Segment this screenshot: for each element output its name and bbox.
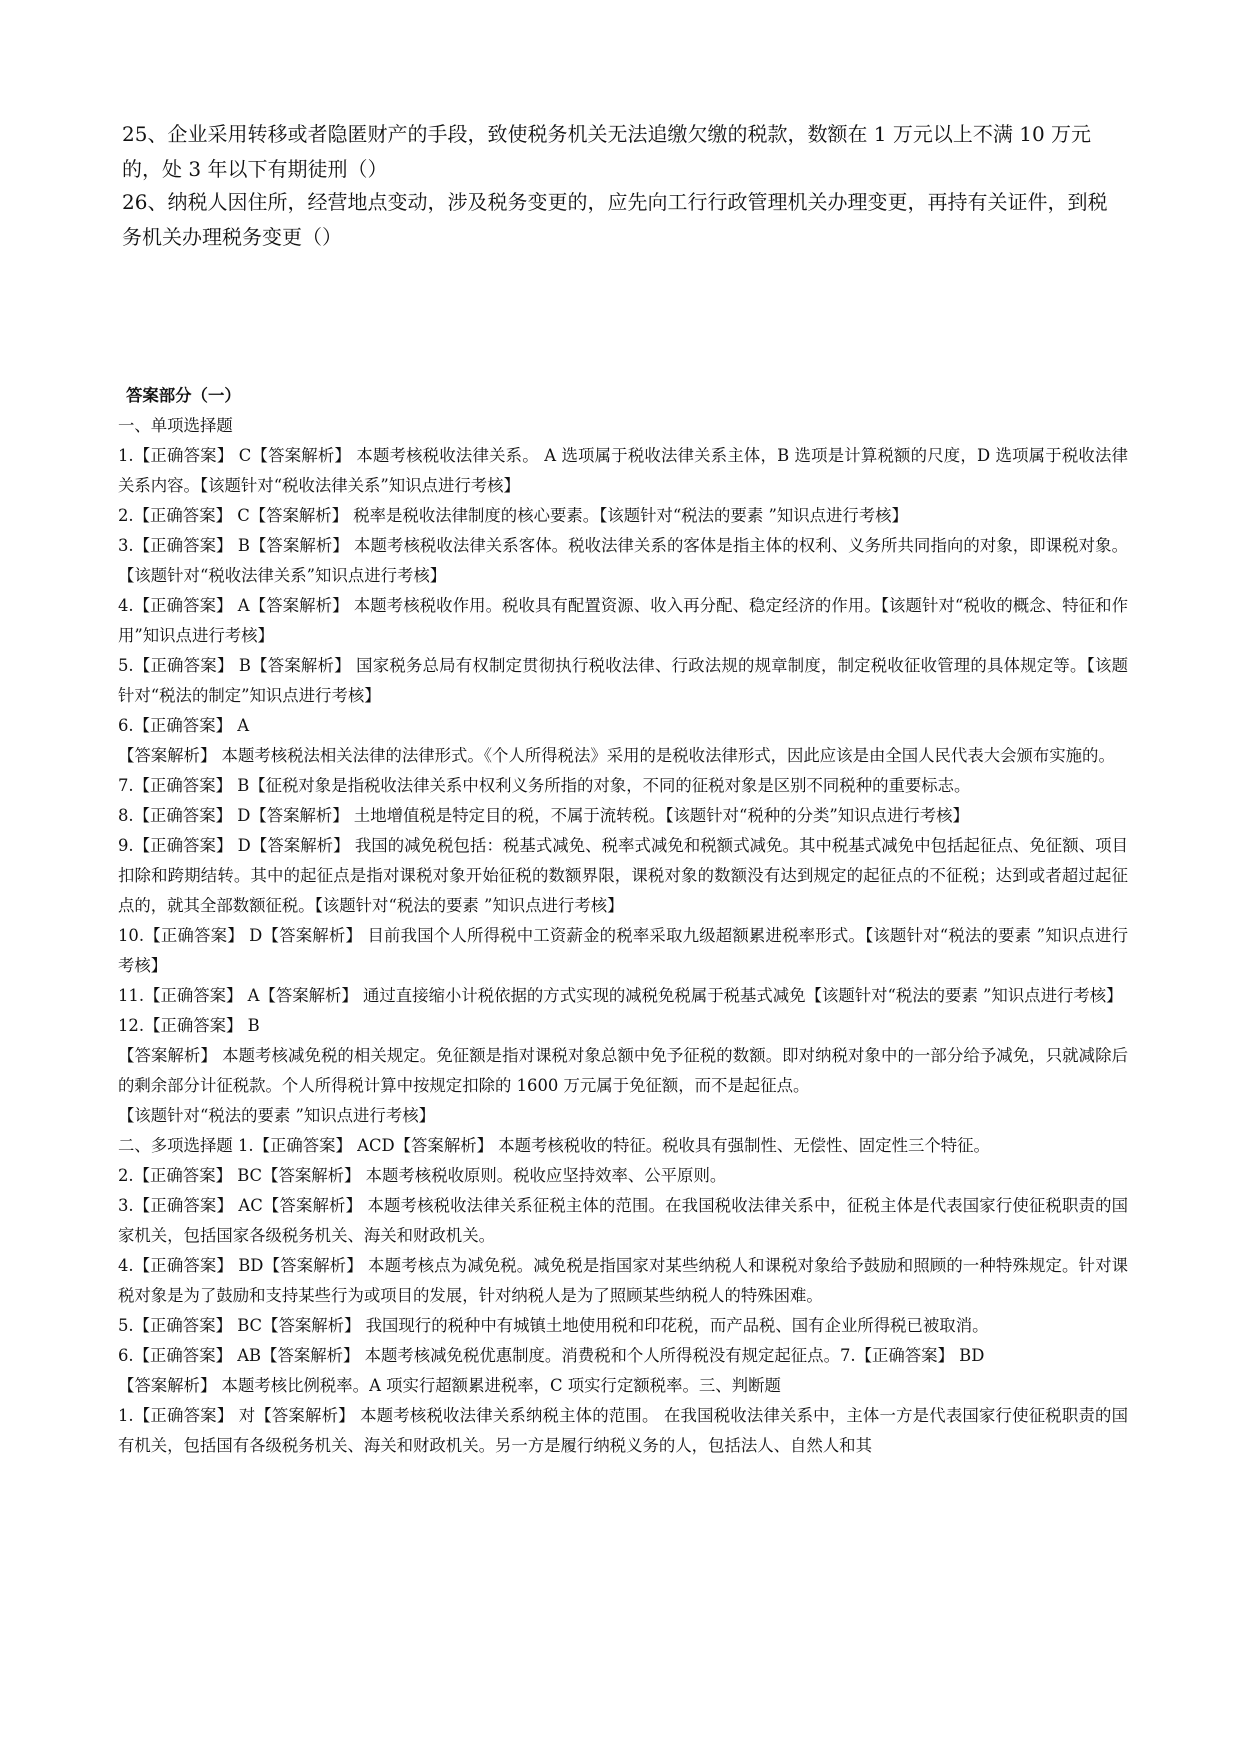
answer-item: 【该题针对“税法的要素 ”知识点进行考核】 [118, 1106, 435, 1125]
answer-item: 10.【正确答案】 D【答案解析】 目前我国个人所得税中工资薪金的税率采取九级超额累进税率形式。【该题针对“税法的要素 ”知识点进行考核】 [118, 926, 1128, 975]
answer-item: 12.【正确答案】 B [118, 1016, 260, 1035]
answer-item: 5.【正确答案】 BC【答案解析】 我国现行的税种中有城镇土地使用税和印花税，而产品税、国有企业所得税已被取消。 [118, 1316, 989, 1335]
answer-item: 【答案解析】 本题考核减免税的相关规定。免征额是指对课税对象总额中免予征税的数额。即对纳税对象中的一部分给予减免，只就减除后的剩余部分计征税款。个人所得税计算中按规定扣除的 1600 万元属于免征额，而不是起征点。 [118, 1046, 1128, 1095]
question-26: 26、纳税人因住所，经营地点变动，涉及税务变更的，应先向工行行政管理机关办理变更，再持有关证件，到税务机关办理税务变更（） [122, 190, 1108, 249]
answer-item: 2.【正确答案】 BC【答案解析】 本题考核税收原则。税收应坚持效率、公平原则。 [118, 1166, 727, 1185]
answer-item: 3.【正确答案】 B【答案解析】 本题考核税收法律关系客体。税收法律关系的客体是指主体的权利、义务所共同指向的对象，即课税对象。【该题针对“税收法律关系”知识点进行考核】 [118, 536, 1128, 585]
answer-item: 6.【正确答案】 A [118, 716, 250, 735]
answer-item: 【答案解析】 本题考核比例税率。A 项实行超额累进税率，C 项实行定额税率。三、判断题 [118, 1376, 781, 1395]
answer-item: 7.【正确答案】 B【征税对象是指税收法律关系中权利义务所指的对象，不同的征税对象是区别不同税种的重要标志。 [118, 776, 971, 795]
answer-section [118, 381, 1128, 1461]
answer-item: 9.【正确答案】 D【答案解析】 我国的减免税包括：税基式减免、税率式减免和税额式减免。其中税基式减免中包括起征点、免征额、项目扣除和跨期结转。其中的起征点是指对课税对象开始征税的数额界限，课税对象的数额没有达到规定的起征点的不征税；达到或者超过起征点的，就其全部数额征税。【该题针对“税法的要素 ”知识点进行考核】 [118, 836, 1128, 915]
answer-item: 1.【正确答案】 C【答案解析】 本题考核税收法律关系。 A 选项属于税收法律关系主体，B 选项是计算税额的尺度，D 选项属于税收法律关系内容。【该题针对“税收法律关系”知识点进行考核】 [118, 446, 1128, 495]
answer-item: 4.【正确答案】 BD【答案解析】 本题考核点为减免税。减免税是指国家对某些纳税人和课税对象给予鼓励和照顾的一种特殊规定。针对课税对象是为了鼓励和支持某些行为或项目的发展，针对纳税人是为了照顾某些纳税人的特殊困难。 [118, 1256, 1128, 1305]
section-heading-single-choice: 一、单项选择题 [118, 416, 233, 435]
answer-item: 【答案解析】 本题考核税法相关法律的法律形式。《个人所得税法》采用的是税收法律形式，因此应该是由全国人民代表大会颁布实施的。 [118, 746, 1115, 765]
answer-item: 8.【正确答案】 D【答案解析】 土地增值税是特定目的税，不属于流转税。【该题针对“税种的分类”知识点进行考核】 [118, 806, 969, 825]
answer-item: 3.【正确答案】 AC【答案解析】 本题考核税收法律关系征税主体的范围。在我国税收法律关系中，征税主体是代表国家行使征税职责的国家机关，包括国家各级税务机关、海关和财政机关。 [118, 1196, 1128, 1245]
answer-item: 4.【正确答案】 A【答案解析】 本题考核税收作用。税收具有配置资源、收入再分配、稳定经济的作用。【该题针对“税收的概念、特征和作用”知识点进行考核】 [118, 596, 1128, 645]
answer-item: 5.【正确答案】 B【答案解析】 国家税务总局有权制定贯彻执行税收法律、行政法规的规章制度，制定税收征收管理的具体规定等。【该题针对“税法的制定”知识点进行考核】 [118, 656, 1128, 705]
answer-section-title: 答案部分（一） [126, 386, 241, 405]
question-25: 25、企业采用转移或者隐匿财产的手段，致使税务机关无法追缴欠缴的税款，数额在 1 万元以上不满 10 万元的，处 3 年以下有期徒刑（） [122, 122, 1092, 181]
answer-item: 1.【正确答案】 对【答案解析】 本题考核税收法律关系纳税主体的范围。 在我国税收法律关系中，主体一方是代表国家行使征税职责的国有机关，包括国有各级税务机关、海关和财政机关。另一方是履行纳税义务的人，包括法人、自然人和其 [118, 1406, 1128, 1455]
answer-item: 二、多项选择题 1.【正确答案】 ACD【答案解析】 本题考核税收的特征。税收具有强制性、无偿性、固定性三个特征。 [118, 1136, 990, 1155]
answer-item: 11.【正确答案】 A【答案解析】 通过直接缩小计税依据的方式实现的减税免税属于税基式减免【该题针对“税法的要素 ”知识点进行考核】 [118, 986, 1123, 1005]
answer-item: 6.【正确答案】 AB【答案解析】 本题考核减免税优惠制度。消费税和个人所得税没有规定起征点。7.【正确答案】 BD [118, 1346, 985, 1365]
answer-item: 2.【正确答案】 C【答案解析】 税率是税收法律制度的核心要素。【该题针对“税法的要素 ”知识点进行考核】 [118, 506, 908, 525]
